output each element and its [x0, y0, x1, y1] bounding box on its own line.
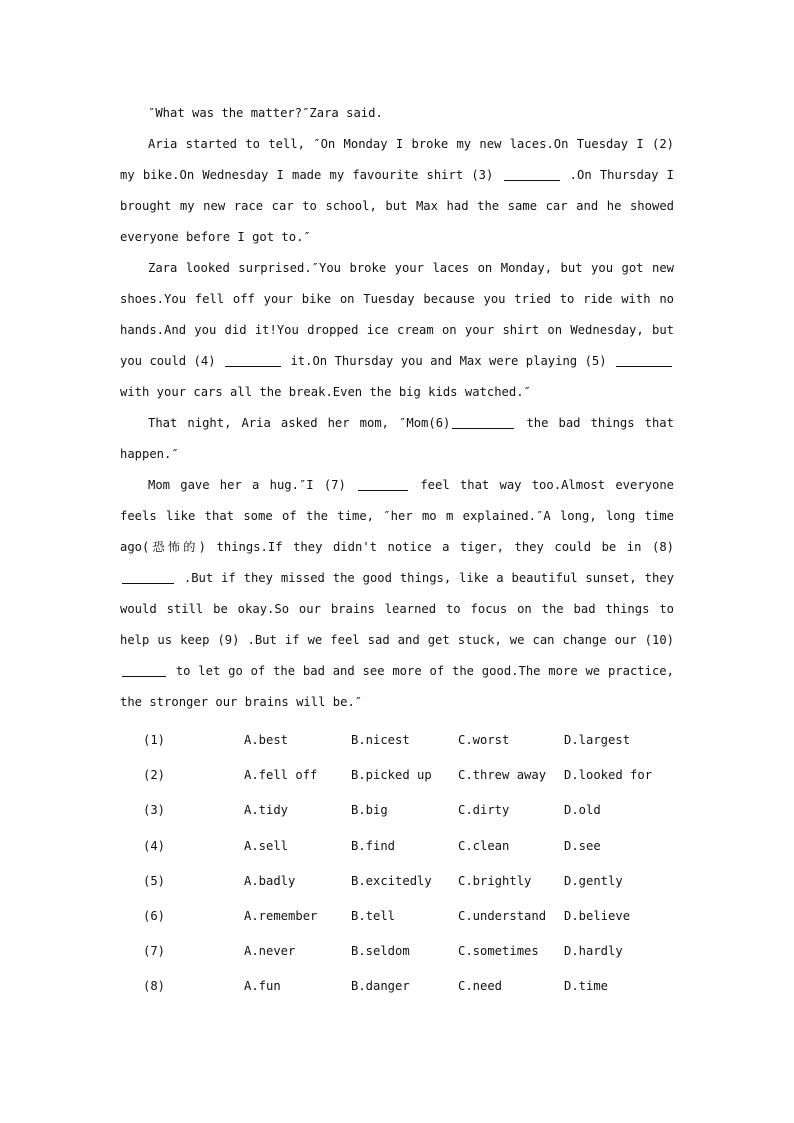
option-row-5	[143, 864, 703, 899]
option-c[interactable]: C.need	[458, 979, 503, 994]
option-a[interactable]: A.never	[244, 944, 296, 959]
option-a[interactable]: A.remember	[244, 908, 318, 923]
option-c[interactable]: C.brightly	[458, 873, 532, 888]
question-number: (2)	[143, 768, 166, 783]
option-d[interactable]: D.largest	[564, 733, 631, 747]
question-number: (7)	[143, 944, 166, 959]
option-b[interactable]: B.danger	[351, 979, 410, 994]
option-d[interactable]: D.believe	[564, 908, 631, 923]
option-c[interactable]: C.worst	[458, 733, 510, 747]
option-d[interactable]: D.hardly	[564, 944, 623, 959]
option-row-2	[143, 758, 703, 793]
question-number: (1)	[143, 733, 166, 747]
paragraph-5-text-d: to let go of the bad and see more of the good.The more we practice, the stronger our brains will be.″	[120, 664, 674, 709]
paragraph-3-text-b: it.On Thursday you and Max were playing (5)	[290, 354, 607, 368]
paragraph-4	[120, 408, 674, 470]
option-b[interactable]: B.excitedly	[351, 873, 432, 888]
paragraph-4-text-a: That night, Aria asked her mom, ″Mom(6)	[148, 416, 451, 430]
paragraph-3-text-c: with your cars all the break.Even the big kids watched.″	[120, 385, 531, 399]
answer-blank-3[interactable]	[504, 166, 560, 181]
paragraph-1	[120, 98, 674, 129]
option-a[interactable]: A.badly	[244, 873, 296, 888]
paragraph-4-text-b: the bad things that happen.″	[120, 416, 674, 461]
paragraph-5	[120, 470, 674, 718]
option-row-3	[143, 793, 703, 828]
paragraph-2-text-b: .On Thursday I brought my new race car to school, but Max had the same car and he showed everyone before I got to.″	[120, 168, 674, 244]
option-b[interactable]: B.big	[351, 803, 388, 818]
option-d[interactable]: D.looked for	[564, 768, 653, 783]
question-number: (3)	[143, 803, 166, 818]
answer-blank-8[interactable]	[122, 569, 174, 584]
option-c[interactable]: C.clean	[458, 838, 510, 853]
answer-blank-6[interactable]	[452, 414, 514, 429]
question-number: (6)	[143, 908, 166, 923]
option-d[interactable]: D.see	[564, 838, 601, 853]
option-d[interactable]: D.old	[564, 803, 601, 818]
paragraph-5-text-c: .But if they missed the good things, like a beautiful sunset, they would still be okay.So our brains learned to focus on the bad things to help us keep (9) .But if we feel sad and get stuck, we can change our (10)	[120, 571, 674, 647]
option-a[interactable]: A.best	[244, 733, 289, 747]
option-c[interactable]: C.understand	[458, 908, 547, 923]
answer-blank-5[interactable]	[616, 352, 672, 367]
answer-blank-7[interactable]	[358, 476, 408, 491]
option-b[interactable]: B.tell	[351, 908, 396, 923]
paragraph-3-text-a: Zara looked surprised.″You broke your laces on Monday, but you got new shoes.You fell off your bike on Tuesday because you tried to ride with no hands.And you did it!You dropped ice cream on your shirt on Wednesday, but you could (4)	[120, 261, 674, 368]
option-a[interactable]: A.tidy	[244, 803, 289, 818]
option-row-6	[143, 899, 703, 934]
question-number: (4)	[143, 838, 166, 853]
option-b[interactable]: B.seldom	[351, 944, 410, 959]
option-d[interactable]: D.time	[564, 979, 609, 994]
option-a[interactable]: A.fell off	[244, 768, 318, 783]
option-d[interactable]: D.gently	[564, 873, 623, 888]
paragraph-1-text: ″What was the matter?″Zara said.	[148, 106, 383, 120]
option-c[interactable]: C.threw away	[458, 768, 547, 783]
paragraph-2	[120, 129, 674, 253]
option-row-1	[143, 723, 703, 758]
option-row-8	[143, 969, 703, 1004]
paragraph-2-text-a: Aria started to tell, ″On Monday I broke my new laces.On Tuesday I (2) my bike.On Wednesday I made my favourite shirt (3)	[120, 137, 674, 182]
option-a[interactable]: A.sell	[244, 838, 289, 853]
answer-options	[143, 723, 703, 1005]
option-c[interactable]: C.dirty	[458, 803, 510, 818]
paragraph-5-text-a: Mom gave her a hug.″I (7)	[148, 478, 346, 492]
option-c[interactable]: C.sometimes	[458, 944, 539, 959]
question-number: (5)	[143, 873, 166, 888]
paragraph-5-text-b: feel that way too.Almost everyone feels like that some of the time, ″her mo m explained.″A long, long time ago(恐怖的) things.If they didn't notice a tiger, they could be in (8)	[120, 478, 675, 554]
question-number: (8)	[143, 979, 166, 994]
option-b[interactable]: B.find	[351, 838, 396, 853]
paragraph-3	[120, 253, 674, 408]
answer-blank-4[interactable]	[225, 352, 281, 367]
option-row-7	[143, 934, 703, 969]
option-b[interactable]: B.nicest	[351, 733, 410, 747]
option-b[interactable]: B.picked up	[351, 768, 432, 783]
answer-blank-10[interactable]	[122, 662, 166, 677]
option-row-4	[143, 829, 703, 864]
option-a[interactable]: A.fun	[244, 979, 281, 994]
reading-passage	[120, 98, 674, 718]
